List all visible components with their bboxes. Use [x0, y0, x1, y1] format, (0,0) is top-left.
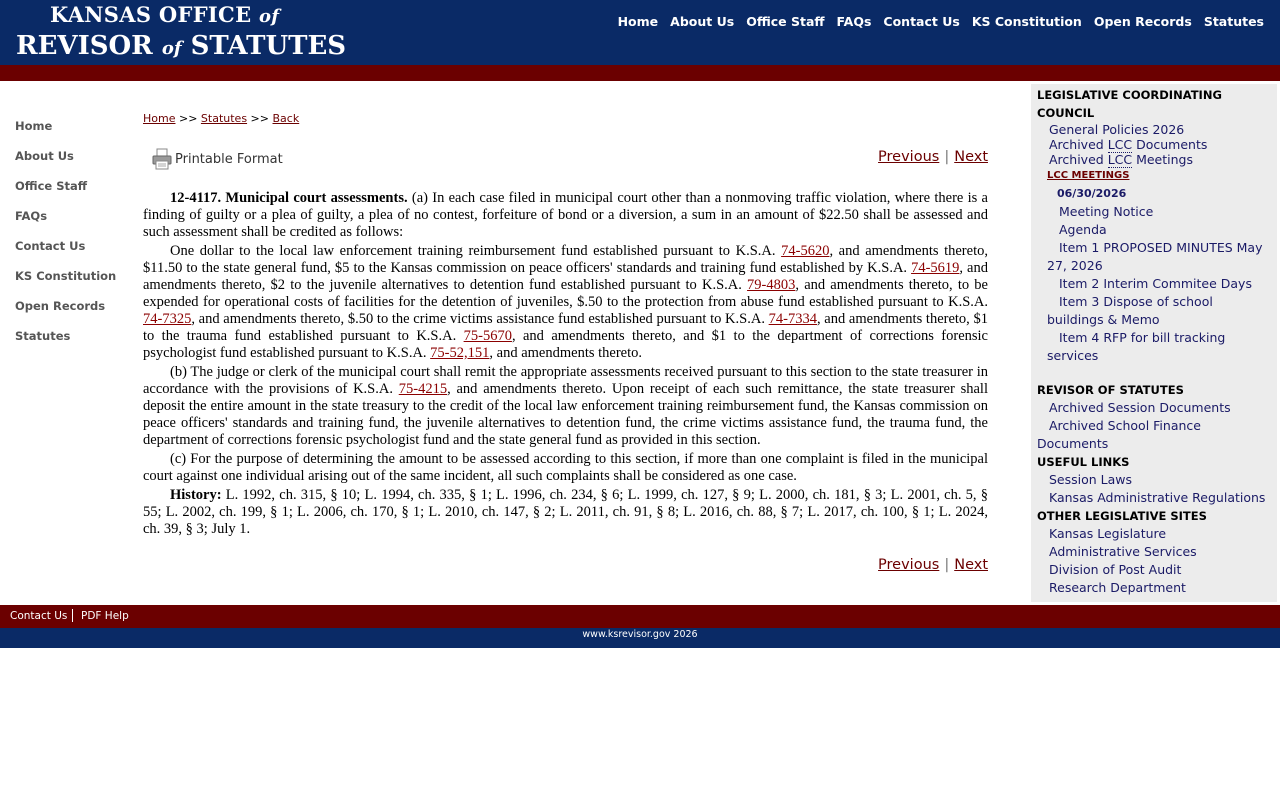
topnav-ks-constitution[interactable]: KS Constitution — [971, 14, 1082, 29]
meeting-date: 06/30/2026 — [1057, 187, 1127, 200]
topnav-faqs[interactable]: FAQs — [836, 14, 872, 29]
statute-paragraph-b — [143, 364, 988, 449]
logo-text-statutes: STATUTES — [181, 31, 347, 61]
statute-text-span: , and amendments thereto, and $1 to the department of corrections forensic psychologist fund established pursuant to K.S.A. — [143, 328, 988, 361]
archived-school-finance-link[interactable] — [1031, 417, 1277, 453]
item-4-link[interactable]: Item 4 RFP for bill tracking services — [1047, 330, 1226, 363]
printable-format-link[interactable] — [151, 148, 283, 170]
statute-text-span: , and amendments thereto, to be expended for operational costs of facilities for the detention of juveniles, $.50 to the protection from abuse fund established pursuant to K.S.A. — [143, 277, 988, 310]
logo-text-of-2: of — [161, 38, 182, 59]
agenda-link[interactable]: Agenda — [1059, 222, 1107, 237]
statute-link-74-7334[interactable]: 74-7334 — [768, 311, 817, 327]
link-text: Archived — [1049, 137, 1108, 152]
footer-links-bar — [0, 605, 1280, 628]
breadcrumb-separator: >> — [247, 112, 273, 125]
link-text: Archived School Finance — [1049, 418, 1201, 433]
pager-separator: | — [944, 149, 950, 165]
statute-paragraph-a — [143, 190, 988, 241]
site-logo[interactable] — [16, 0, 347, 65]
printer-icon — [151, 148, 173, 170]
general-policies-link[interactable]: General Policies 2026 — [1049, 122, 1185, 137]
sidebar-item-about-us[interactable]: About Us — [15, 149, 74, 163]
top-nav — [606, 14, 1264, 29]
breadcrumb-statutes[interactable]: Statutes — [200, 112, 248, 125]
breadcrumb — [143, 112, 988, 125]
footer-contact-us-link[interactable]: Contact Us — [10, 610, 68, 622]
printable-format-label: Printable Format — [175, 151, 283, 167]
lcc-heading — [1031, 86, 1277, 122]
link-text: Documents — [1037, 436, 1109, 451]
main-content — [143, 110, 988, 573]
statute-text — [143, 190, 988, 540]
statute-link-74-5620[interactable]: 74-5620 — [781, 243, 830, 259]
topnav-open-records[interactable]: Open Records — [1093, 14, 1192, 29]
sidebar-item-faqs[interactable]: FAQs — [15, 209, 48, 223]
statute-text-span: , and amendments thereto, $11.50 to the state general fund, $5 to the Kansas commission on peace officers' standards and training fund established by K.S.A. — [143, 243, 988, 276]
statute-text-span: , and amendments thereto, $2 to the juvenile alternatives to detention fund established pursuant to K.S.A. — [143, 260, 988, 293]
breadcrumb-home[interactable]: Home — [143, 112, 176, 125]
statute-paragraph-allocation — [143, 243, 988, 362]
logo-text-of: of — [259, 6, 280, 27]
previous-link-bottom[interactable]: Previous — [878, 557, 940, 573]
lcc-abbr: LCC — [1107, 137, 1133, 152]
topnav-statutes[interactable]: Statutes — [1203, 14, 1264, 29]
statute-link-75-4215[interactable]: 75-4215 — [398, 381, 448, 397]
other-legislative-sites-heading: OTHER LEGISLATIVE SITES — [1037, 509, 1207, 523]
lcc-meetings-heading: LCC MEETINGS — [1047, 170, 1130, 181]
item-3-link[interactable]: Item 3 Dispose of school buildings & Memo — [1047, 294, 1213, 327]
history-text: L. 1992, ch. 315, § 10; L. 1994, ch. 335, § 1; L. 1996, ch. 234, § 6; L. 1999, ch. 127, § 9; L. 2000, ch. 181, § 3; L. 2001, ch. 5, § 55; L. 2002, ch. 199, § 1; L. 2006, ch. 170, § 1; L. 2010, ch. 147, § 2; L. 2011, ch. 91, § 8; L. 2016, ch. 88, § 7; L. 2017, ch. 100, § 1; L. 2024, ch. 39, § 3; July 1. — [143, 487, 988, 537]
statute-history — [143, 487, 988, 538]
footer-copyright: www.ksrevisor.gov 2026 — [0, 628, 1280, 648]
topnav-contact-us[interactable]: Contact Us — [883, 14, 960, 29]
history-label: History: — [170, 487, 222, 503]
useful-links-heading: USEFUL LINKS — [1037, 455, 1130, 469]
header-accent-bar — [0, 65, 1280, 81]
research-department-link[interactable]: Research Department — [1049, 580, 1186, 595]
statute-link-75-52151[interactable]: 75-52,151 — [430, 345, 490, 361]
sidebar-item-contact-us[interactable]: Contact Us — [15, 239, 86, 253]
statute-text-span: , and amendments thereto, $.50 to the crime victims assistance fund established pursuant to K.S.A. — [191, 311, 769, 327]
next-link[interactable]: Next — [954, 149, 988, 165]
sidebar-item-home[interactable]: Home — [15, 119, 53, 133]
statute-text-span: , and amendments thereto, $1 to the trauma fund established pursuant to K.S.A. — [143, 311, 988, 344]
topnav-home[interactable]: Home — [617, 14, 659, 29]
breadcrumb-back[interactable]: Back — [272, 112, 300, 125]
sidebar-item-office-staff[interactable]: Office Staff — [15, 179, 88, 193]
statute-text-span: (b) The judge or clerk of the municipal court shall remit the appropriate assessments received pursuant to this section to the state treasurer in accordance with the provisions of K.S.A. — [143, 364, 988, 397]
administrative-services-link[interactable]: Administrative Services — [1049, 544, 1197, 559]
sidebar-item-ks-constitution[interactable]: KS Constitution — [15, 269, 117, 283]
session-laws-link[interactable]: Session Laws — [1049, 472, 1133, 487]
sidebar-item-open-records[interactable]: Open Records — [15, 299, 106, 313]
footer-separator — [72, 609, 73, 622]
pager-bottom — [878, 557, 988, 573]
pager-separator: | — [944, 557, 950, 573]
lcc-heading-line2: COUNCIL — [1037, 106, 1095, 120]
logo-text-revisor: REVISOR — [16, 31, 162, 61]
sidebar-nav — [15, 118, 130, 358]
link-text: Archived — [1049, 152, 1108, 167]
statute-text-span: , and amendments thereto. Upon receipt of each such remittance, the state treasurer shall deposit the entire amount in the state treasury to the credit of the local law enforcement training reimbursement fund, the Kansas commission on peace officers' standards and training fund, the juvenile alternatives to detention fund, the crime victims assistance fund, the trauma fund, the department of corrections forensic psychologist fund and the state general fund as provided in this section. — [143, 381, 988, 448]
item-1-link[interactable]: Item 1 PROPOSED MINUTES May 27, 2026 — [1047, 240, 1263, 273]
kansas-administrative-regulations-link[interactable]: Kansas Administrative Regulations — [1049, 490, 1266, 505]
item-2-link[interactable]: Item 2 Interim Commitee Days — [1059, 276, 1252, 291]
right-sidebar — [1031, 84, 1277, 602]
statute-link-79-4803[interactable]: 79-4803 — [747, 277, 796, 293]
lcc-heading-line1: LEGISLATIVE COORDINATING — [1037, 88, 1222, 102]
statute-link-74-7325[interactable]: 74-7325 — [143, 311, 192, 327]
statute-link-75-5670[interactable]: 75-5670 — [463, 328, 512, 344]
statute-text-span: (a) In each case filed in municipal court other than a nonmoving traffic violation, where there is a finding of guilty or a plea of guilty, a plea of no contest, forfeiture of bond or a diversion, a sum in an amount of $22.50 shall be assessed and such assessment shall be credited as follows: — [143, 190, 988, 240]
next-link-bottom[interactable]: Next — [954, 557, 988, 573]
division-of-post-audit-link[interactable]: Division of Post Audit — [1049, 562, 1182, 577]
site-header — [0, 0, 1280, 65]
statute-text-span: , and amendments thereto. — [489, 345, 642, 361]
link-text: Meetings — [1132, 152, 1193, 167]
statute-text-span: One dollar to the local law enforcement training reimbursement fund established pursuant to K.S.A. — [170, 243, 782, 259]
previous-link[interactable]: Previous — [878, 149, 940, 165]
statute-title: 12-4117. Municipal court assessments. — [170, 190, 408, 206]
sidebar-item-statutes[interactable]: Statutes — [15, 329, 71, 343]
topnav-about-us[interactable]: About Us — [670, 14, 735, 29]
meeting-notice-link[interactable]: Meeting Notice — [1059, 204, 1154, 219]
breadcrumb-separator: >> — [175, 112, 201, 125]
statute-link-74-5619[interactable]: 74-5619 — [911, 260, 960, 276]
logo-text-kansas-office: KANSAS OFFICE — [50, 2, 259, 27]
archived-lcc-documents-link[interactable] — [1031, 137, 1277, 152]
link-text: Documents — [1132, 137, 1208, 152]
topnav-office-staff[interactable]: Office Staff — [746, 14, 825, 29]
footer-pdf-help-link[interactable]: PDF Help — [81, 610, 129, 622]
statute-paragraph-c: (c) For the purpose of determining the amount to be assessed according to this section, if more than one complaint is filed in the municipal court against one individual arising out of the same incident, all such complaints shall be considered as one case. — [143, 451, 988, 484]
kansas-legislature-link[interactable]: Kansas Legislature — [1049, 526, 1167, 541]
revisor-heading: REVISOR OF STATUTES — [1037, 383, 1184, 397]
lcc-abbr: LCC — [1107, 152, 1133, 167]
archived-session-documents-link[interactable]: Archived Session Documents — [1049, 400, 1231, 415]
pager-top — [878, 149, 988, 165]
archived-lcc-meetings-link[interactable] — [1031, 152, 1277, 167]
